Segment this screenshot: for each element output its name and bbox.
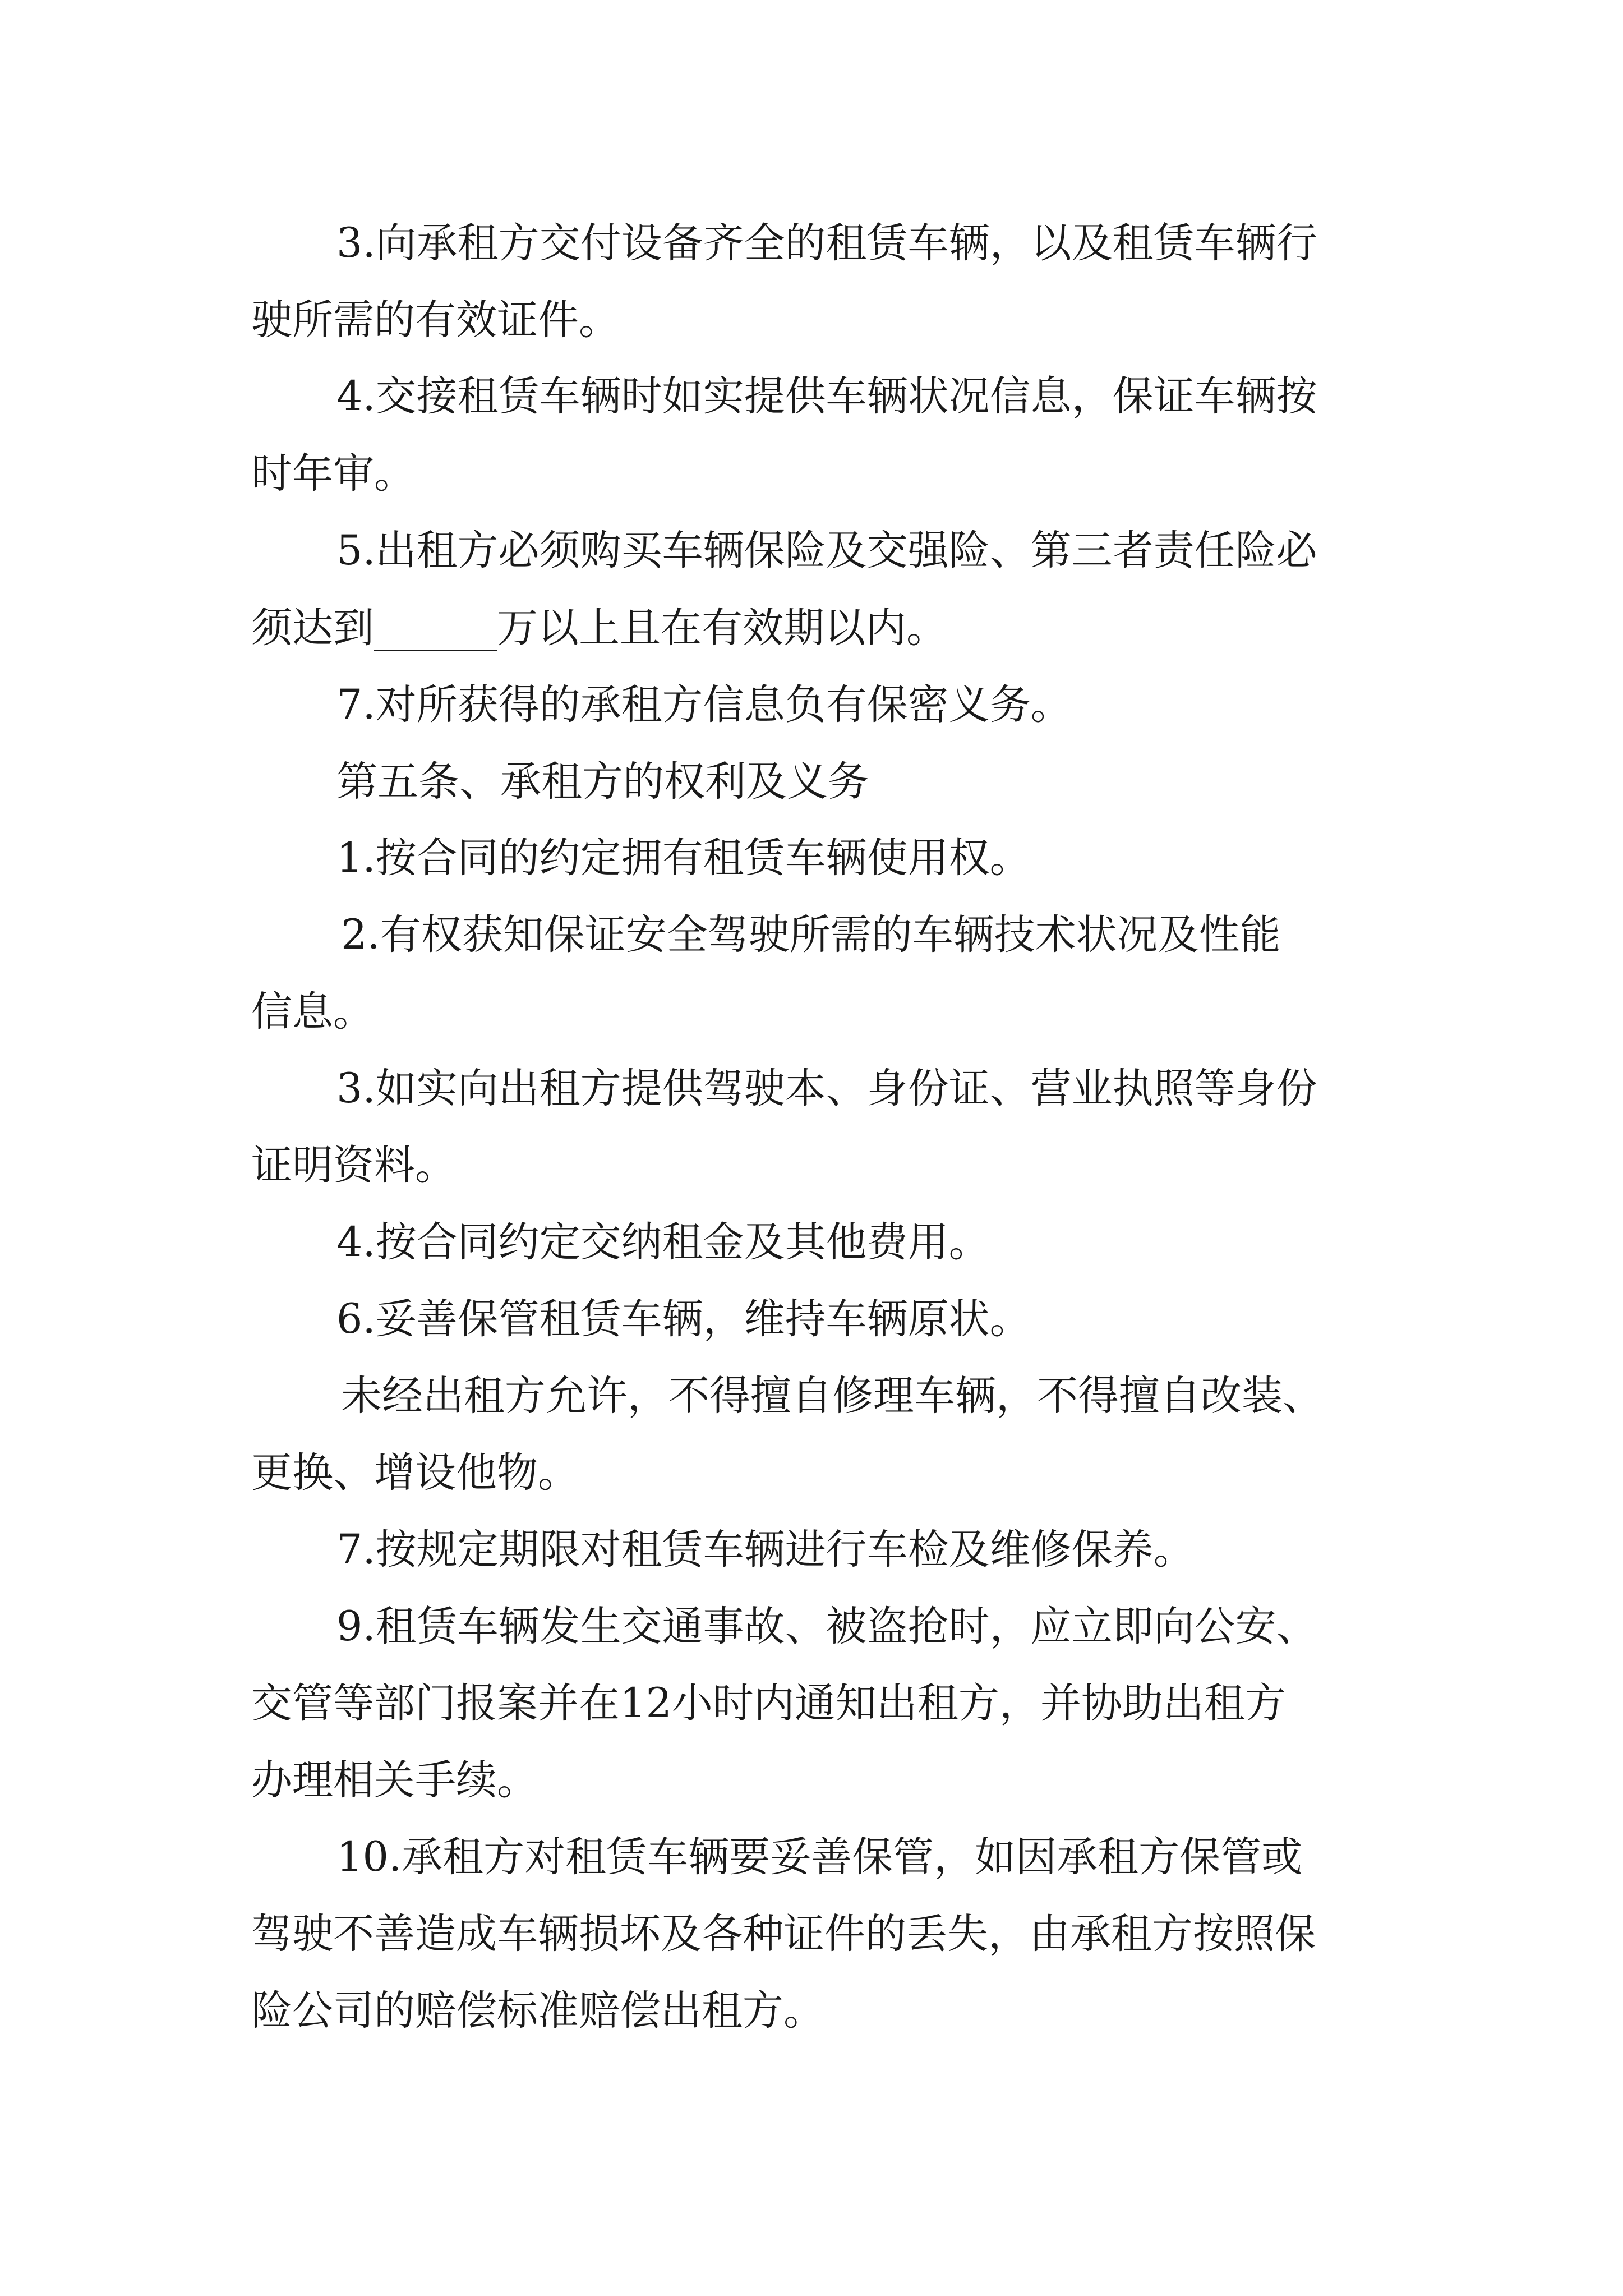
- lessor-duty-5-line-1: 5.出租方必须购买车辆保险及交强险、第三者责任险必: [336, 527, 1317, 574]
- lessee-duty-9-line-2: 交管等部门报案并在12小时内通知出租方，并协助出租方: [251, 1680, 1286, 1727]
- lessee-duty-7: 7.按规定期限对租赁车辆进行车检及维修保养。: [336, 1526, 1195, 1573]
- lessee-duty-3-line-1: 3.如实向出租方提供驾驶本、身份证、营业执照等身份: [336, 1065, 1317, 1112]
- lessor-duty-3-line-1: 3.向承租方交付设备齐全的租赁车辆，以及租赁车辆行: [336, 219, 1317, 267]
- lessee-right-1: 1.按合同的约定拥有租赁车辆使用权。: [336, 834, 1031, 882]
- lessee-duty-9-line-3: 办理相关手续。: [251, 1756, 538, 1804]
- lessor-duty-4-line-1: 4.交接租赁车辆时如实提供车辆状况信息，保证车辆按: [336, 372, 1317, 420]
- lessee-duty-10-line-2: 驾驶不善造成车辆损坏及各种证件的丢失，由承租方按照保: [251, 1910, 1316, 1958]
- lessee-duty-6-note-line-1: 未经出租方允许，不得擅自修理车辆，不得擅自改装、: [341, 1372, 1324, 1420]
- lessee-right-2-line-2: 信息。: [251, 988, 374, 1036]
- lessee-duty-9-line-1: 9.租赁车辆发生交通事故、被盗抢时，应立即向公安、: [336, 1603, 1317, 1650]
- lessee-duty-10-line-3: 险公司的赔偿标准赔偿出租方。: [251, 1987, 824, 2035]
- lessee-duty-3-line-2: 证明资料。: [251, 1142, 456, 1189]
- lessee-duty-6: 6.妥善保管租赁车辆，维持车辆原状。: [336, 1295, 1031, 1343]
- lessee-duty-10-line-1: 10.承租方对租赁车辆要妥善保管，如因承租方保管或: [336, 1833, 1303, 1881]
- lessor-duty-4-line-2: 时年审。: [251, 450, 415, 498]
- lessee-right-2-line-1: 2.有权获知保证安全驾驶所需的车辆技术状况及性能: [341, 911, 1281, 959]
- lessor-duty-7: 7.对所获得的承租方信息负有保密义务。: [336, 681, 1072, 729]
- lessor-duty-3-line-2: 驶所需的有效证件。: [251, 296, 620, 344]
- lessor-duty-5-line-2: 须达到______万以上且在有效期以内。: [251, 604, 947, 652]
- lessee-duty-6-note-line-2: 更换、增设他物。: [251, 1449, 579, 1497]
- article-5-heading: 第五条、承租方的权利及义务: [336, 758, 869, 806]
- lessee-duty-4: 4.按合同约定交纳租金及其他费用。: [336, 1218, 990, 1266]
